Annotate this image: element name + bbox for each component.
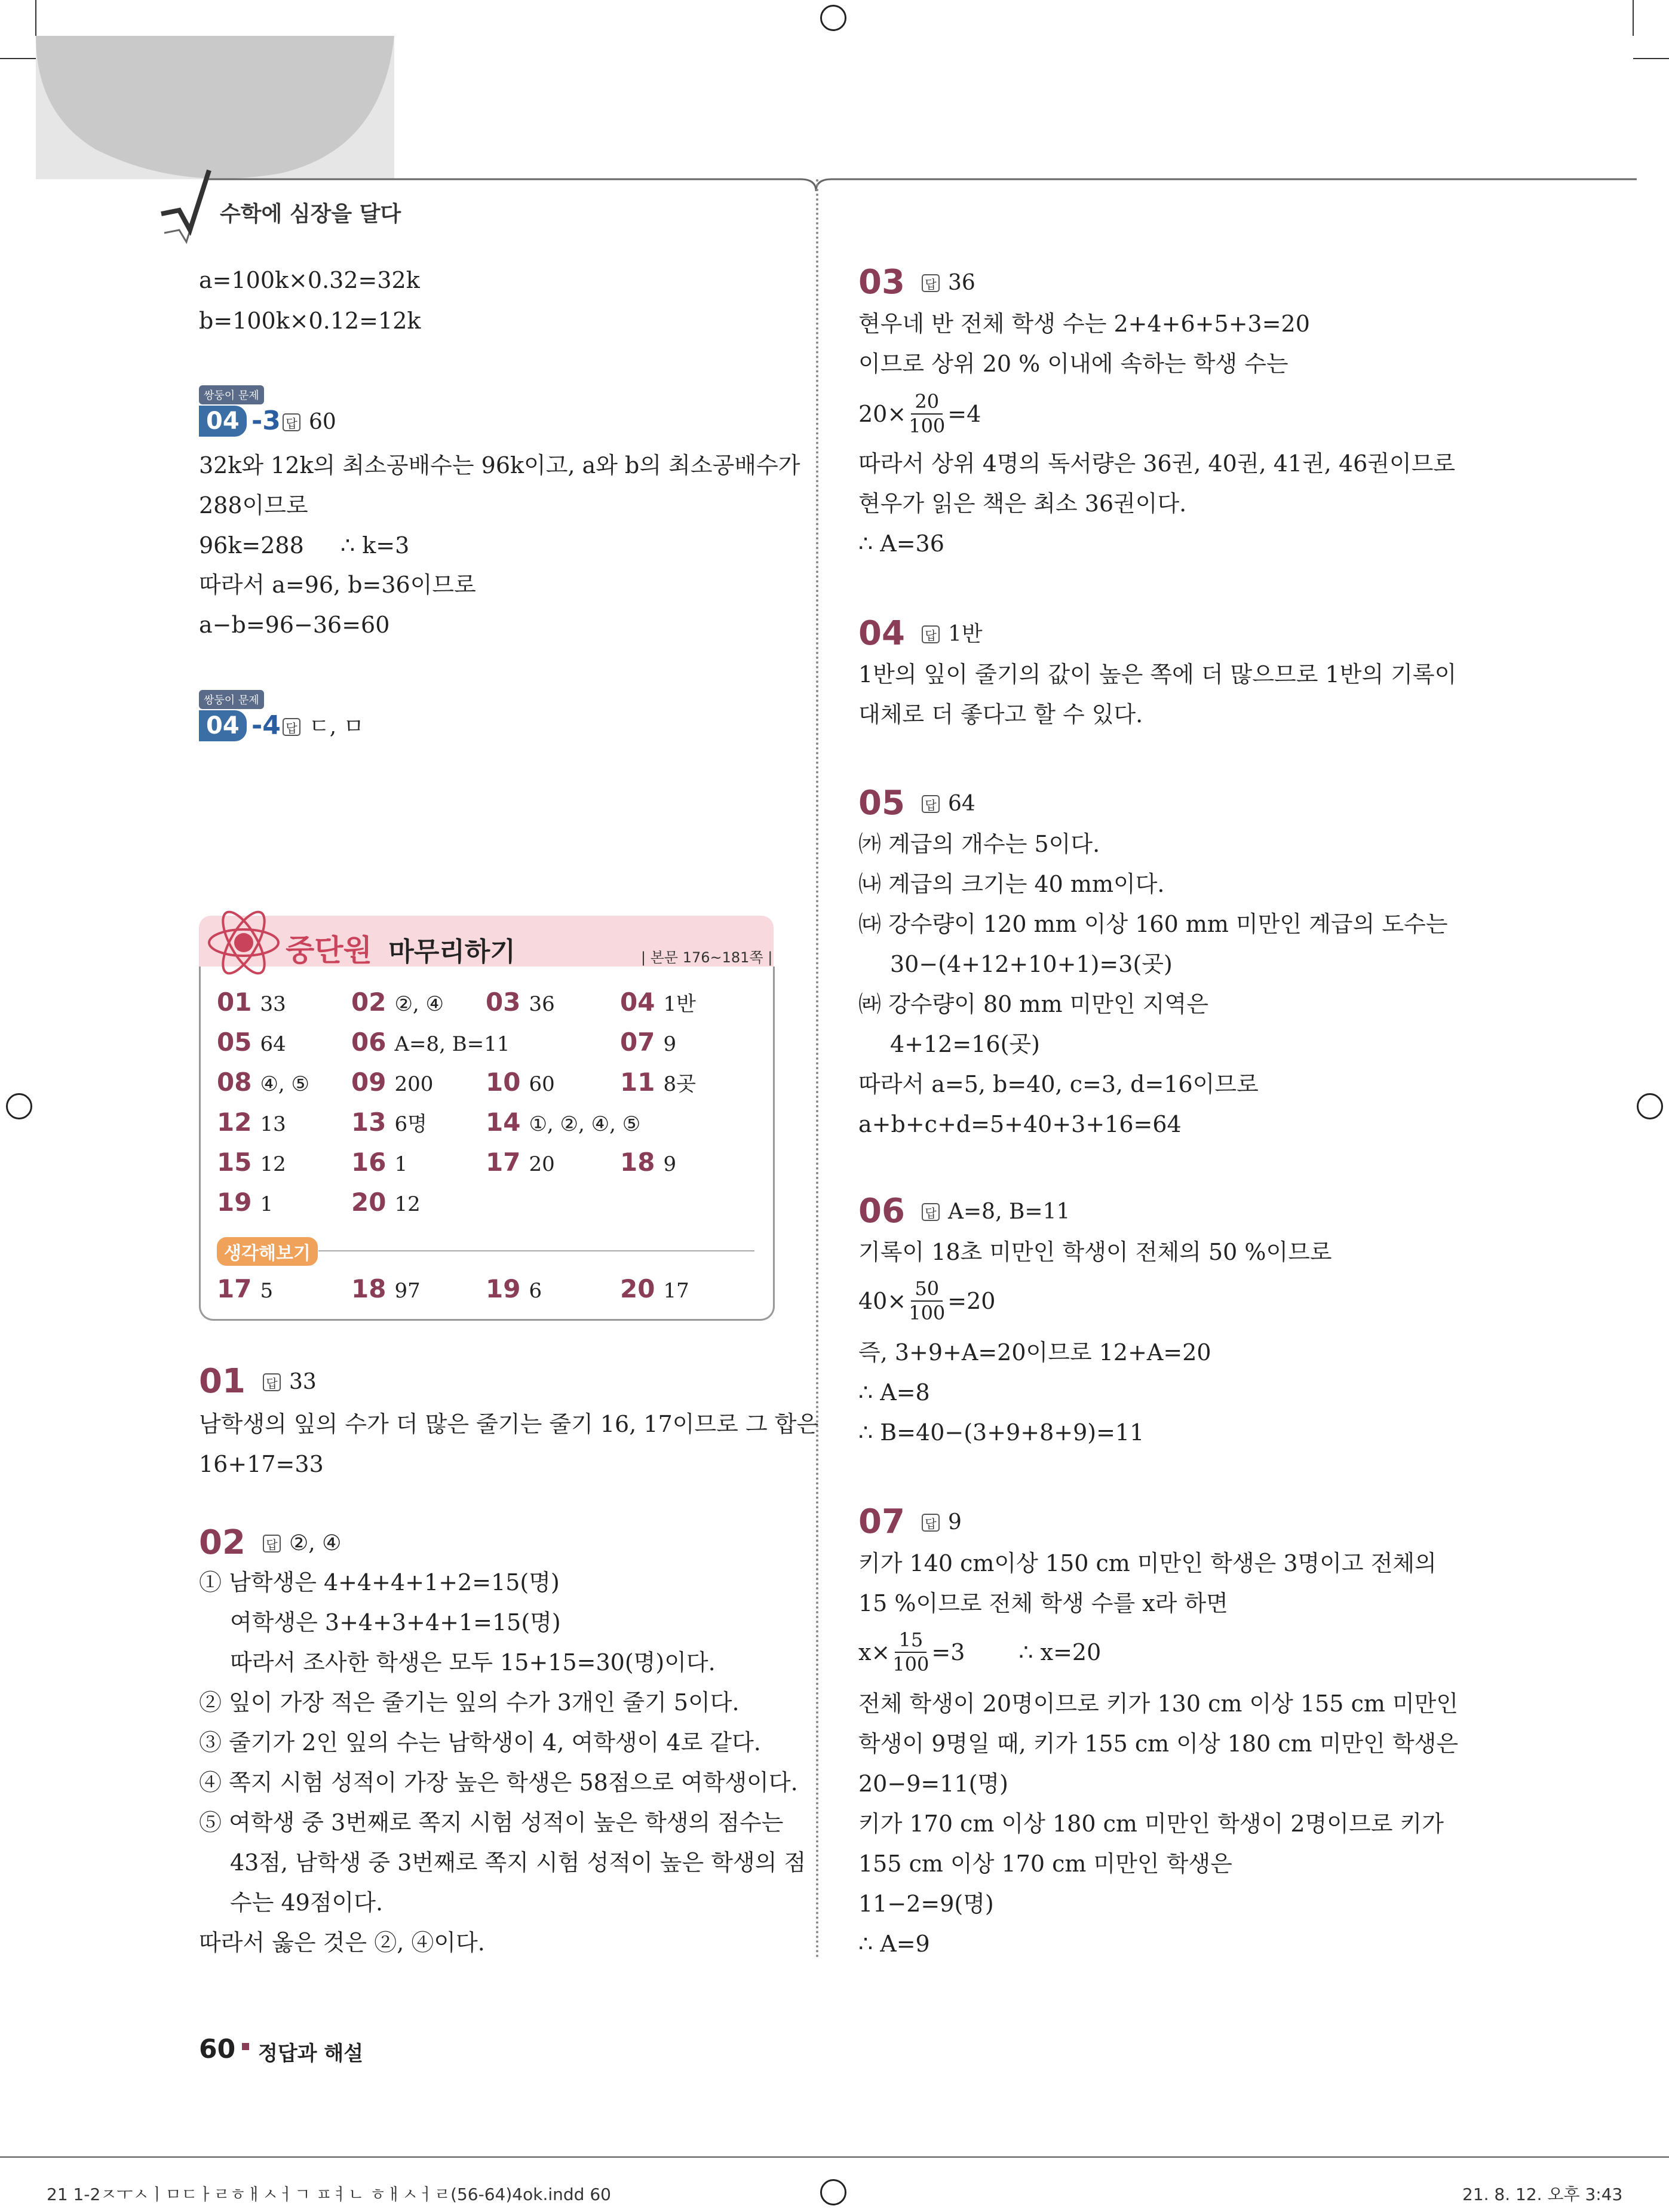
twin-problem-04-4 — [199, 690, 557, 750]
review-page-ref: | 본문 176~181쪽 | — [641, 949, 773, 966]
formula-line: x× $\frac{15}{100}$ =3 ∴ x=20 — [858, 1628, 1102, 1676]
answer-icon: 답 — [283, 413, 300, 431]
solution-line: 이므로 상위 20 % 이내에 속하는 학생 수는 — [858, 351, 1288, 377]
solution-line: ㈑ 강수량이 80 mm 미만인 지역은 — [858, 991, 1208, 1017]
review-item-number: 08 — [217, 1067, 252, 1097]
solution-line: 남학생의 잎의 수가 더 많은 줄기는 줄기 16, 17이므로 그 합은 — [199, 1411, 819, 1437]
review-item-number: 20 — [620, 1274, 655, 1303]
review-answer-item — [486, 1107, 640, 1137]
review-item-answer: 6명 — [394, 1112, 427, 1136]
solution-line: 32k와 12k의 최소공배수는 96k이고, a와 b의 최소공배수가 — [199, 452, 800, 478]
problem-number: 04 — [199, 710, 247, 741]
review-item-number: 17 — [217, 1274, 252, 1303]
review-answer-item — [351, 1274, 421, 1303]
problem-number: 04 — [199, 406, 247, 437]
solution-line: ∴ A=36 — [858, 530, 944, 557]
review-item-answer: 1 — [260, 1192, 274, 1216]
review-item-number: 11 — [620, 1067, 655, 1097]
registration-mark-icon — [820, 2179, 846, 2205]
fraction: $\frac{20}{100}$ — [909, 390, 946, 438]
review-item-number: 15 — [217, 1148, 252, 1177]
file-info: 21 1-2ㅈㅜㅅㅣㅁㄷㅏㄹㅎㅐㅅㅓㄱ ㅍㅕㄴ ㅎㅐㅅㅓㄹ(56-64)4ok.indd 60 — [47, 2185, 611, 2204]
review-item-answer: 97 — [394, 1279, 421, 1303]
solution-line: 43점, 남학생 중 3번째로 쪽지 시험 성적이 높은 학생의 점 — [230, 1849, 806, 1876]
review-item-number: 18 — [620, 1148, 655, 1177]
header-logo: 수학에 심장을 달다 — [220, 202, 401, 226]
intro-line: b=100k×0.12=12k — [199, 308, 421, 334]
review-item-answer: 20 — [529, 1152, 555, 1176]
solution-line: ∴ A=8 — [858, 1379, 930, 1406]
review-item-number: 05 — [217, 1027, 252, 1057]
answer: 답 64 — [922, 793, 975, 815]
review-answer-item — [486, 1148, 555, 1177]
answer: 답 ②, ④ — [263, 1533, 341, 1554]
think-divider — [318, 1250, 754, 1251]
solution-line: a−b=96−36=60 — [199, 612, 390, 638]
footer-rule — [0, 2156, 1669, 2158]
review-answer-item — [486, 987, 555, 1017]
solution-line: ∴ B=40−(3+9+8+9)=11 — [858, 1419, 1145, 1446]
answer: 답 60 — [283, 412, 336, 433]
solution-line: 따라서 상위 4명의 독서량은 36권, 40권, 41권, 46권이므로 — [858, 450, 1456, 477]
answer: 답 33 — [263, 1372, 317, 1393]
review-answer-item — [217, 1067, 309, 1097]
review-item-number: 09 — [351, 1067, 386, 1097]
solution-line: 따라서 a=5, b=40, c=3, d=16이므로 — [858, 1071, 1259, 1097]
review-answer-item — [351, 987, 444, 1017]
twin-problem-tag: 쌍둥이 문제 — [199, 385, 264, 404]
review-answer-item — [620, 987, 696, 1017]
registration-mark-icon — [6, 1093, 32, 1119]
solution-line: 키가 140 cm이상 150 cm 미만인 학생은 3명이고 전체의 — [858, 1550, 1437, 1576]
solution-line: 4+12=16(곳) — [890, 1031, 1040, 1057]
solution-line: ㈏ 계급의 크기는 40 mm이다. — [858, 871, 1165, 897]
question-number: 04 — [858, 614, 905, 653]
review-item-number: 07 — [620, 1027, 655, 1057]
fraction: $\frac{15}{100}$ — [892, 1628, 929, 1676]
review-item-number: 16 — [351, 1148, 386, 1177]
solution-line: 대체로 더 좋다고 할 수 있다. — [858, 701, 1143, 728]
review-item-number: 12 — [217, 1107, 252, 1137]
review-item-number: 01 — [217, 987, 252, 1017]
answer-icon: 답 — [922, 1514, 940, 1532]
question-number: 03 — [858, 263, 905, 302]
column-divider — [816, 179, 818, 1959]
answer: 답 A=8, B=11 — [922, 1201, 1070, 1223]
review-item-answer: 9 — [663, 1032, 677, 1056]
review-item-number: 13 — [351, 1107, 386, 1137]
solution-line: ③ 줄기가 2인 잎의 수는 남학생이 4, 여학생이 4로 같다. — [199, 1729, 761, 1756]
solution-line: 현우네 반 전체 학생 수는 2+4+6+5+3=20 — [858, 311, 1310, 337]
page-number: 60 — [199, 2034, 236, 2064]
review-answer-item — [351, 1148, 407, 1177]
formula-line: 40× $\frac{50}{100}$ =20 — [858, 1277, 996, 1325]
answer: 답 1반 — [922, 624, 983, 645]
review-answer-item — [217, 1188, 273, 1217]
review-body — [199, 967, 775, 1321]
review-item-number: 20 — [351, 1188, 386, 1217]
solution-line: ㈐ 강수량이 120 mm 이상 160 mm 미만인 계급의 도수는 — [858, 911, 1448, 937]
solution-line: 수는 49점이다. — [230, 1889, 383, 1916]
review-item-number: 14 — [486, 1107, 521, 1137]
review-item-answer: A=8, B=11 — [394, 1032, 510, 1056]
solution-line: 따라서 a=96, b=36이므로 — [199, 572, 476, 598]
solution-line: 기록이 18초 미만인 학생이 전체의 50 %이므로 — [858, 1239, 1332, 1265]
solution-line: 즉, 3+9+A=20이므로 12+A=20 — [858, 1339, 1211, 1366]
review-item-number: 10 — [486, 1067, 521, 1097]
timestamp: 21. 8. 12. 오후 3:43 — [1462, 2185, 1623, 2204]
solution-line: 따라서 옳은 것은 ②, ④이다. — [199, 1929, 485, 1956]
answer-icon: 답 — [263, 1535, 281, 1553]
answer-icon: 답 — [922, 1203, 940, 1221]
question-number: 02 — [199, 1523, 246, 1562]
review-item-number: 19 — [217, 1188, 252, 1217]
review-item-answer: 12 — [394, 1192, 421, 1216]
review-item-answer: 36 — [529, 992, 555, 1016]
answer: 답 9 — [922, 1512, 962, 1533]
review-answer-item — [486, 1067, 555, 1097]
review-item-answer: 13 — [260, 1112, 286, 1136]
question-number: 01 — [199, 1362, 246, 1401]
answer: 답 36 — [922, 272, 975, 294]
solution-line: ∴ A=9 — [858, 1931, 930, 1957]
review-item-answer: 5 — [260, 1279, 274, 1303]
solution-line: ㈎ 계급의 개수는 5이다. — [858, 831, 1100, 857]
solution-line: a+b+c+d=5+40+3+16=64 — [858, 1111, 1182, 1137]
answer-icon: 답 — [263, 1373, 281, 1391]
review-title: 중단원 마무리하기 — [286, 933, 516, 968]
review-answer-item — [351, 1188, 421, 1217]
review-item-answer: 33 — [260, 992, 286, 1016]
answer-icon: 답 — [922, 795, 940, 813]
solution-line: 현우가 읽은 책은 최소 36권이다. — [858, 490, 1187, 517]
fraction: $\frac{50}{100}$ — [909, 1277, 946, 1325]
review-item-answer: 9 — [663, 1152, 677, 1176]
review-item-number: 02 — [351, 987, 386, 1017]
twin-problem-tag: 쌍둥이 문제 — [199, 690, 264, 709]
solution-line: 30−(4+12+10+1)=3(곳) — [890, 951, 1173, 977]
problem-sub-number: -4 — [251, 710, 281, 741]
review-item-answer: 1반 — [663, 992, 696, 1016]
review-answer-item — [620, 1148, 676, 1177]
solution-line: 155 cm 이상 170 cm 미만인 학생은 — [858, 1851, 1232, 1877]
review-item-number: 17 — [486, 1148, 521, 1177]
review-answer-item — [217, 1107, 286, 1137]
review-item-answer: 12 — [260, 1152, 286, 1176]
formula-line: 20× $\frac{20}{100}$ =4 — [858, 390, 981, 438]
review-answer-item — [217, 987, 286, 1017]
solution-line: 전체 학생이 20명이므로 키가 130 cm 이상 155 cm 미만인 — [858, 1691, 1459, 1717]
review-item-answer: 64 — [260, 1032, 286, 1056]
answer-icon: 답 — [283, 718, 300, 736]
solution-line: ① 남학생은 4+4+4+1+2=15(명) — [199, 1569, 560, 1596]
review-item-answer: 1 — [394, 1152, 408, 1176]
review-box — [199, 916, 774, 1322]
review-item-answer: 6 — [529, 1279, 542, 1303]
solution-line: ④ 쪽지 시험 성적이 가장 높은 학생은 58점으로 여학생이다. — [199, 1769, 798, 1796]
review-item-answer: 200 — [394, 1072, 434, 1096]
review-item-answer: 17 — [663, 1279, 689, 1303]
solution-line: 20−9=11(명) — [858, 1771, 1008, 1797]
registration-mark-icon — [820, 5, 846, 31]
solution-line: ∴ k=3 — [340, 532, 410, 559]
answer-icon: 답 — [922, 274, 940, 292]
solution-line: ② 잎이 가장 적은 줄기는 잎의 수가 3개인 줄기 5이다. — [199, 1689, 740, 1716]
review-answer-item — [217, 1148, 286, 1177]
review-item-answer: 60 — [529, 1072, 555, 1096]
solution-line: 1반의 잎이 줄기의 값이 높은 쪽에 더 많으므로 1반의 기록이 — [858, 661, 1457, 688]
review-answer-item — [620, 1274, 689, 1303]
review-answer-item — [351, 1027, 510, 1057]
solution-line: 여학생은 3+4+3+4+1=15(명) — [230, 1609, 561, 1636]
answer: 답 ㄷ, ㅁ — [283, 716, 364, 738]
review-answer-item — [351, 1067, 433, 1097]
review-item-number: 06 — [351, 1027, 386, 1057]
twin-problem-04-3 — [199, 385, 557, 445]
solution-line: 따라서 조사한 학생은 모두 15+15=30(명)이다. — [230, 1649, 716, 1676]
solution-line: 16+17=33 — [199, 1451, 324, 1477]
problem-sub-number: -3 — [251, 406, 281, 436]
solution-line: 학생이 9명일 때, 키가 155 cm 이상 180 cm 미만인 학생은 — [858, 1731, 1459, 1757]
review-answer-item — [620, 1027, 676, 1057]
review-item-number: 18 — [351, 1274, 386, 1303]
review-answer-item — [217, 1027, 286, 1057]
review-item-answer: ④, ⑤ — [260, 1072, 310, 1096]
review-item-number: 19 — [486, 1274, 521, 1303]
footer-section-title: 정답과 해설 — [258, 2042, 364, 2066]
question-number: 05 — [858, 784, 905, 823]
question-number: 06 — [858, 1192, 905, 1231]
review-item-answer: ①, ②, ④, ⑤ — [529, 1112, 641, 1136]
question-number: 07 — [858, 1502, 905, 1541]
solution-line: 키가 170 cm 이상 180 cm 미만인 학생이 2명이므로 키가 — [858, 1811, 1444, 1837]
answer-icon: 답 — [922, 625, 940, 643]
review-answer-item — [486, 1274, 542, 1303]
footer-square-icon — [242, 2043, 249, 2050]
solution-line: 96k=288 — [199, 532, 304, 559]
review-answer-item — [620, 1067, 696, 1097]
review-item-answer: 8곳 — [663, 1072, 696, 1096]
solution-line: 15 %이므로 전체 학생 수를 x라 하면 — [858, 1590, 1228, 1616]
review-item-answer: ②, ④ — [394, 992, 444, 1016]
solution-line: ⑤ 여학생 중 3번째로 쪽지 시험 성적이 높은 학생의 점수는 — [199, 1809, 784, 1836]
intro-line: a=100k×0.32=32k — [199, 267, 420, 293]
solution-line: 11−2=9(명) — [858, 1891, 994, 1917]
review-item-number: 03 — [486, 987, 521, 1017]
registration-mark-icon — [1637, 1093, 1663, 1119]
review-answer-item — [351, 1107, 427, 1137]
review-item-number: 04 — [620, 987, 655, 1017]
solution-line: 288이므로 — [199, 492, 308, 519]
think-label: 생각해보기 — [217, 1237, 318, 1266]
atom-icon — [205, 904, 283, 981]
review-answer-item — [217, 1274, 273, 1303]
